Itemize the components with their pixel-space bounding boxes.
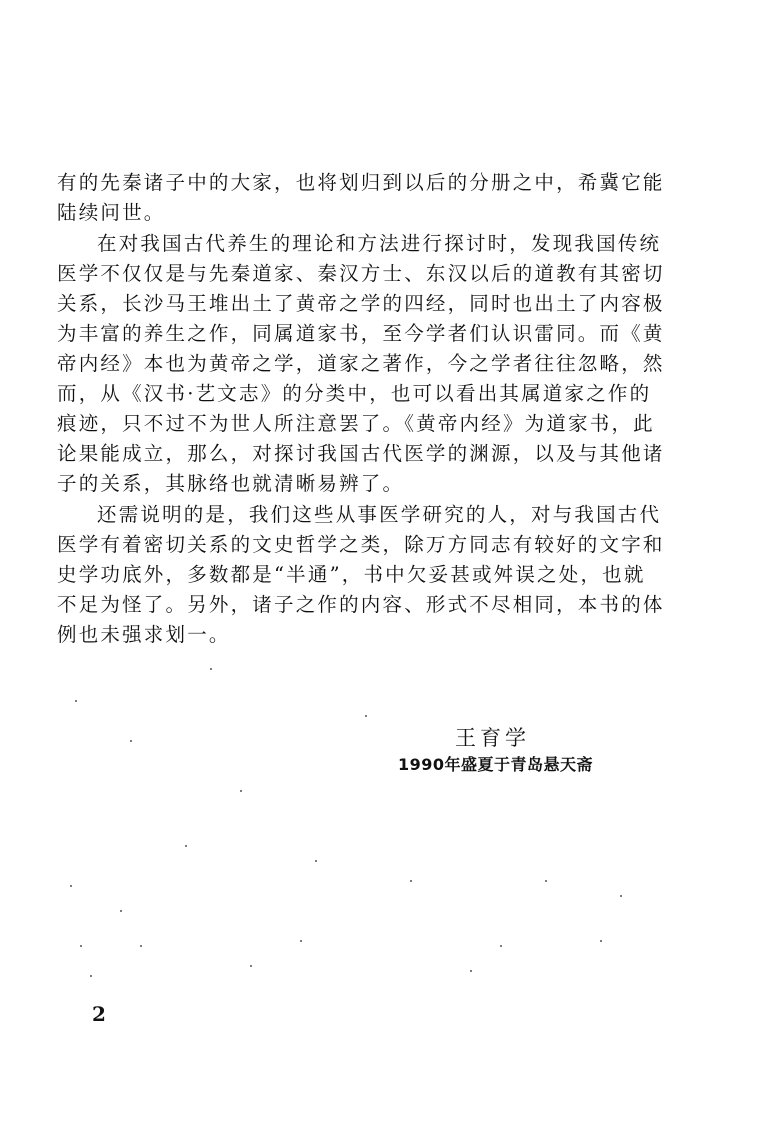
scan-speck [80, 945, 82, 947]
text-line: 不足为怪了。另外，诸子之作的内容、形式不尽相同，本书的体 [57, 593, 665, 616]
scan-speck [300, 940, 302, 942]
scan-speck [130, 740, 132, 742]
text-line: 陆续问世。 [57, 201, 166, 224]
scan-speck [70, 885, 72, 887]
scan-speck [240, 790, 242, 792]
text-line: 医学不仅仅是与先秦道家、秦汉方士、东汉以后的道教有其密切 [57, 262, 665, 285]
scan-speck [210, 668, 212, 670]
signature-name: 王育学 [455, 726, 530, 750]
scan-speck [500, 945, 502, 947]
scan-speck [75, 700, 77, 702]
paragraph-1 [57, 168, 665, 228]
scan-speck [600, 940, 602, 942]
text-line: 例也未强求划一。 [57, 623, 231, 646]
text-line: 而，从《汉书·艺文志》的分类中，也可以看出其属道家之作的 [57, 382, 652, 405]
scan-speck [185, 845, 187, 847]
text-line: 帝内经》本也为黄帝之学，道家之著作，今之学者往往忽略，然 [57, 352, 665, 375]
scan-speck [410, 880, 412, 882]
scan-speck [470, 970, 472, 972]
scan-speck [315, 860, 317, 862]
scan-speck [365, 715, 367, 717]
text-line: 论果能成立，那么，对探讨我国古代医学的渊源，以及与其他诸 [57, 442, 665, 465]
scan-speck [620, 895, 622, 897]
text-line: 在对我国古代养生的理论和方法进行探讨时，发现我国传统 [97, 232, 662, 255]
scan-speck [120, 910, 122, 912]
paragraph-3 [57, 500, 665, 650]
scan-speck [545, 880, 547, 882]
page-number: 2 [92, 1002, 106, 1026]
text-line: 为丰富的养生之作，同属道家书，至今学者们认识雷同。而《黄 [57, 322, 665, 345]
signature-date-place: 1990年盛夏于青岛悬天斋 [398, 755, 594, 774]
text-line: 有的先秦诸子中的大家，也将划归到以后的分册之中，希冀它能 [57, 171, 665, 194]
text-line: 子的关系，其脉络也就清晰易辨了。 [57, 472, 405, 495]
paragraph-2 [57, 229, 665, 499]
scan-speck [140, 945, 142, 947]
text-line: 痕迹，只不过不为世人所注意罢了。《黄帝内经》为道家书，此 [57, 412, 655, 435]
scan-speck [250, 965, 252, 967]
text-line: 史学功底外，多数都是“半通”，书中欠妥甚或舛误之处，也就 [57, 563, 646, 586]
text-line: 关系，长沙马王堆出土了黄帝之学的四经，同时也出土了内容极 [57, 292, 665, 315]
text-line: 医学有着密切关系的文史哲学之类，除万方同志有较好的文字和 [57, 533, 665, 556]
scan-speck [90, 975, 92, 977]
text-line: 还需说明的是，我们这些从事医学研究的人，对与我国古代 [97, 503, 662, 526]
